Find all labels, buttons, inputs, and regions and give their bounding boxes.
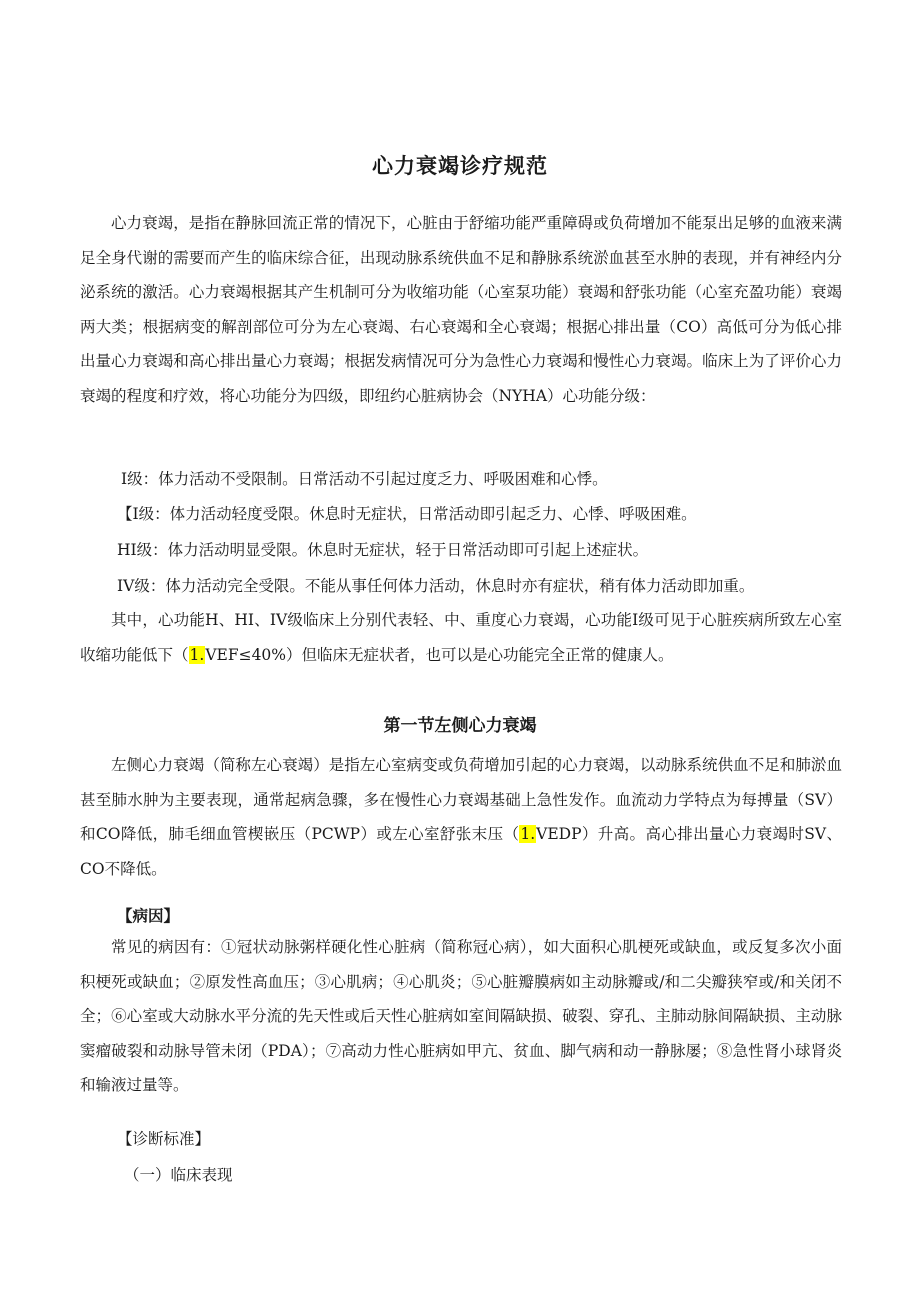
document-title: 心力衰竭诊疗规范	[372, 154, 548, 178]
intro-paragraph: 心力衰竭，是指在静脉回流正常的情况下，心脏由于舒缩功能严重障碍或负荷增加不能泵出足够的血液来满足全身代谢的需要而产生的临床综合征，出现动脉系统供血不足和静脉系统淤血甚至水肿的表现，并有神经内分泌系统的激活。心力衰竭根据其产生机制可分为收缩功能（心室泵功能）衰竭和舒张功能（心室充盈功能）衰竭两大类；根据病变的解剖部位可分为左心衰竭、右心衰竭和全心衰竭；根据心排出量（CO）高低可分为低心排出量心力衰竭和高心排出量心力衰竭；根据发病情况可分为急性心力衰竭和慢性心力衰竭。临床上为了评价心力衰竭的程度和疗效，将心功能分为四级，即纽约心脏病协会（NYHA）心功能分级：	[80, 214, 842, 405]
summary-text-after: VEF≤40%）但临床无症状者，也可以是心功能完全正常的健康人。	[205, 645, 674, 664]
section-title: 第一节左侧心力衰竭	[383, 716, 537, 736]
left-heart-failure-paragraph	[80, 748, 842, 886]
grade-2-line: 【I级：体力活动轻度受限。休息时无症状，日常活动即引起乏力、心悸、呼吸困难。	[117, 505, 697, 523]
highlighted-text: 1.	[520, 825, 536, 843]
highlighted-text: 1.	[189, 645, 205, 664]
summary-paragraph	[80, 603, 842, 672]
etiology-heading: 【病因】	[117, 907, 180, 925]
grade-4-line: IV级：体力活动完全受限。不能从事任何体力活动，休息时亦有症状，稍有体力活动即加重。	[117, 577, 755, 595]
clinical-heading: （一）临床表现	[124, 1166, 233, 1184]
grade-1-line: I级：体力活动不受限制。日常活动不引起过度乏力、呼吸困难和心悸。	[121, 470, 608, 488]
etiology-paragraph: 常见的病因有：①冠状动脉粥样硬化性心脏病（简称冠心病），如大面积心肌梗死或缺血，或反复多次小面积梗死或缺血；②原发性高血压；③心肌病；④心肌炎；⑤心脏瓣膜病如主动脉瓣或/和二尖瓣狭窄或/和关闭不全；⑥心室或大动脉水平分流的先天性或后天性心脏病如室间隔缺损、破裂、穿孔、主肺动脉间隔缺损、主动脉窦瘤破裂和动脉导管未闭（PDA）；⑦高动力性心脏病如甲亢、贫血、脚气病和动一静脉屡；⑧急性肾小球肾炎和输液过量等。	[80, 938, 842, 1094]
diagnosis-heading: 【诊断标准】	[117, 1130, 211, 1148]
summary-text-before: 其中，心功能H、HI、IV级临床上分别代表轻、中、重度心力衰竭，心功能I级可见于心脏疾病所致左心室收缩功能低下（	[80, 611, 842, 664]
section-text-after: VEDP）升高。高心排出量心力衰竭时SV、CO不降低。	[80, 825, 842, 878]
section-text-before: 左侧心力衰竭（简称左心衰竭）是指左心室病变或负荷增加引起的心力衰竭，以动脉系统供血不足和肺淤血甚至肺水肿为主要表现，通常起病急骤，多在慢性心力衰竭基础上急性发作。血流动力学特点为每搏量（SV）和CO降低，肺毛细血管楔嵌压（PCWP）或左心室舒张末压（	[80, 756, 842, 843]
grade-3-line: HI级：体力活动明显受限。休息时无症状，轻于日常活动即可引起上述症状。	[117, 541, 649, 559]
